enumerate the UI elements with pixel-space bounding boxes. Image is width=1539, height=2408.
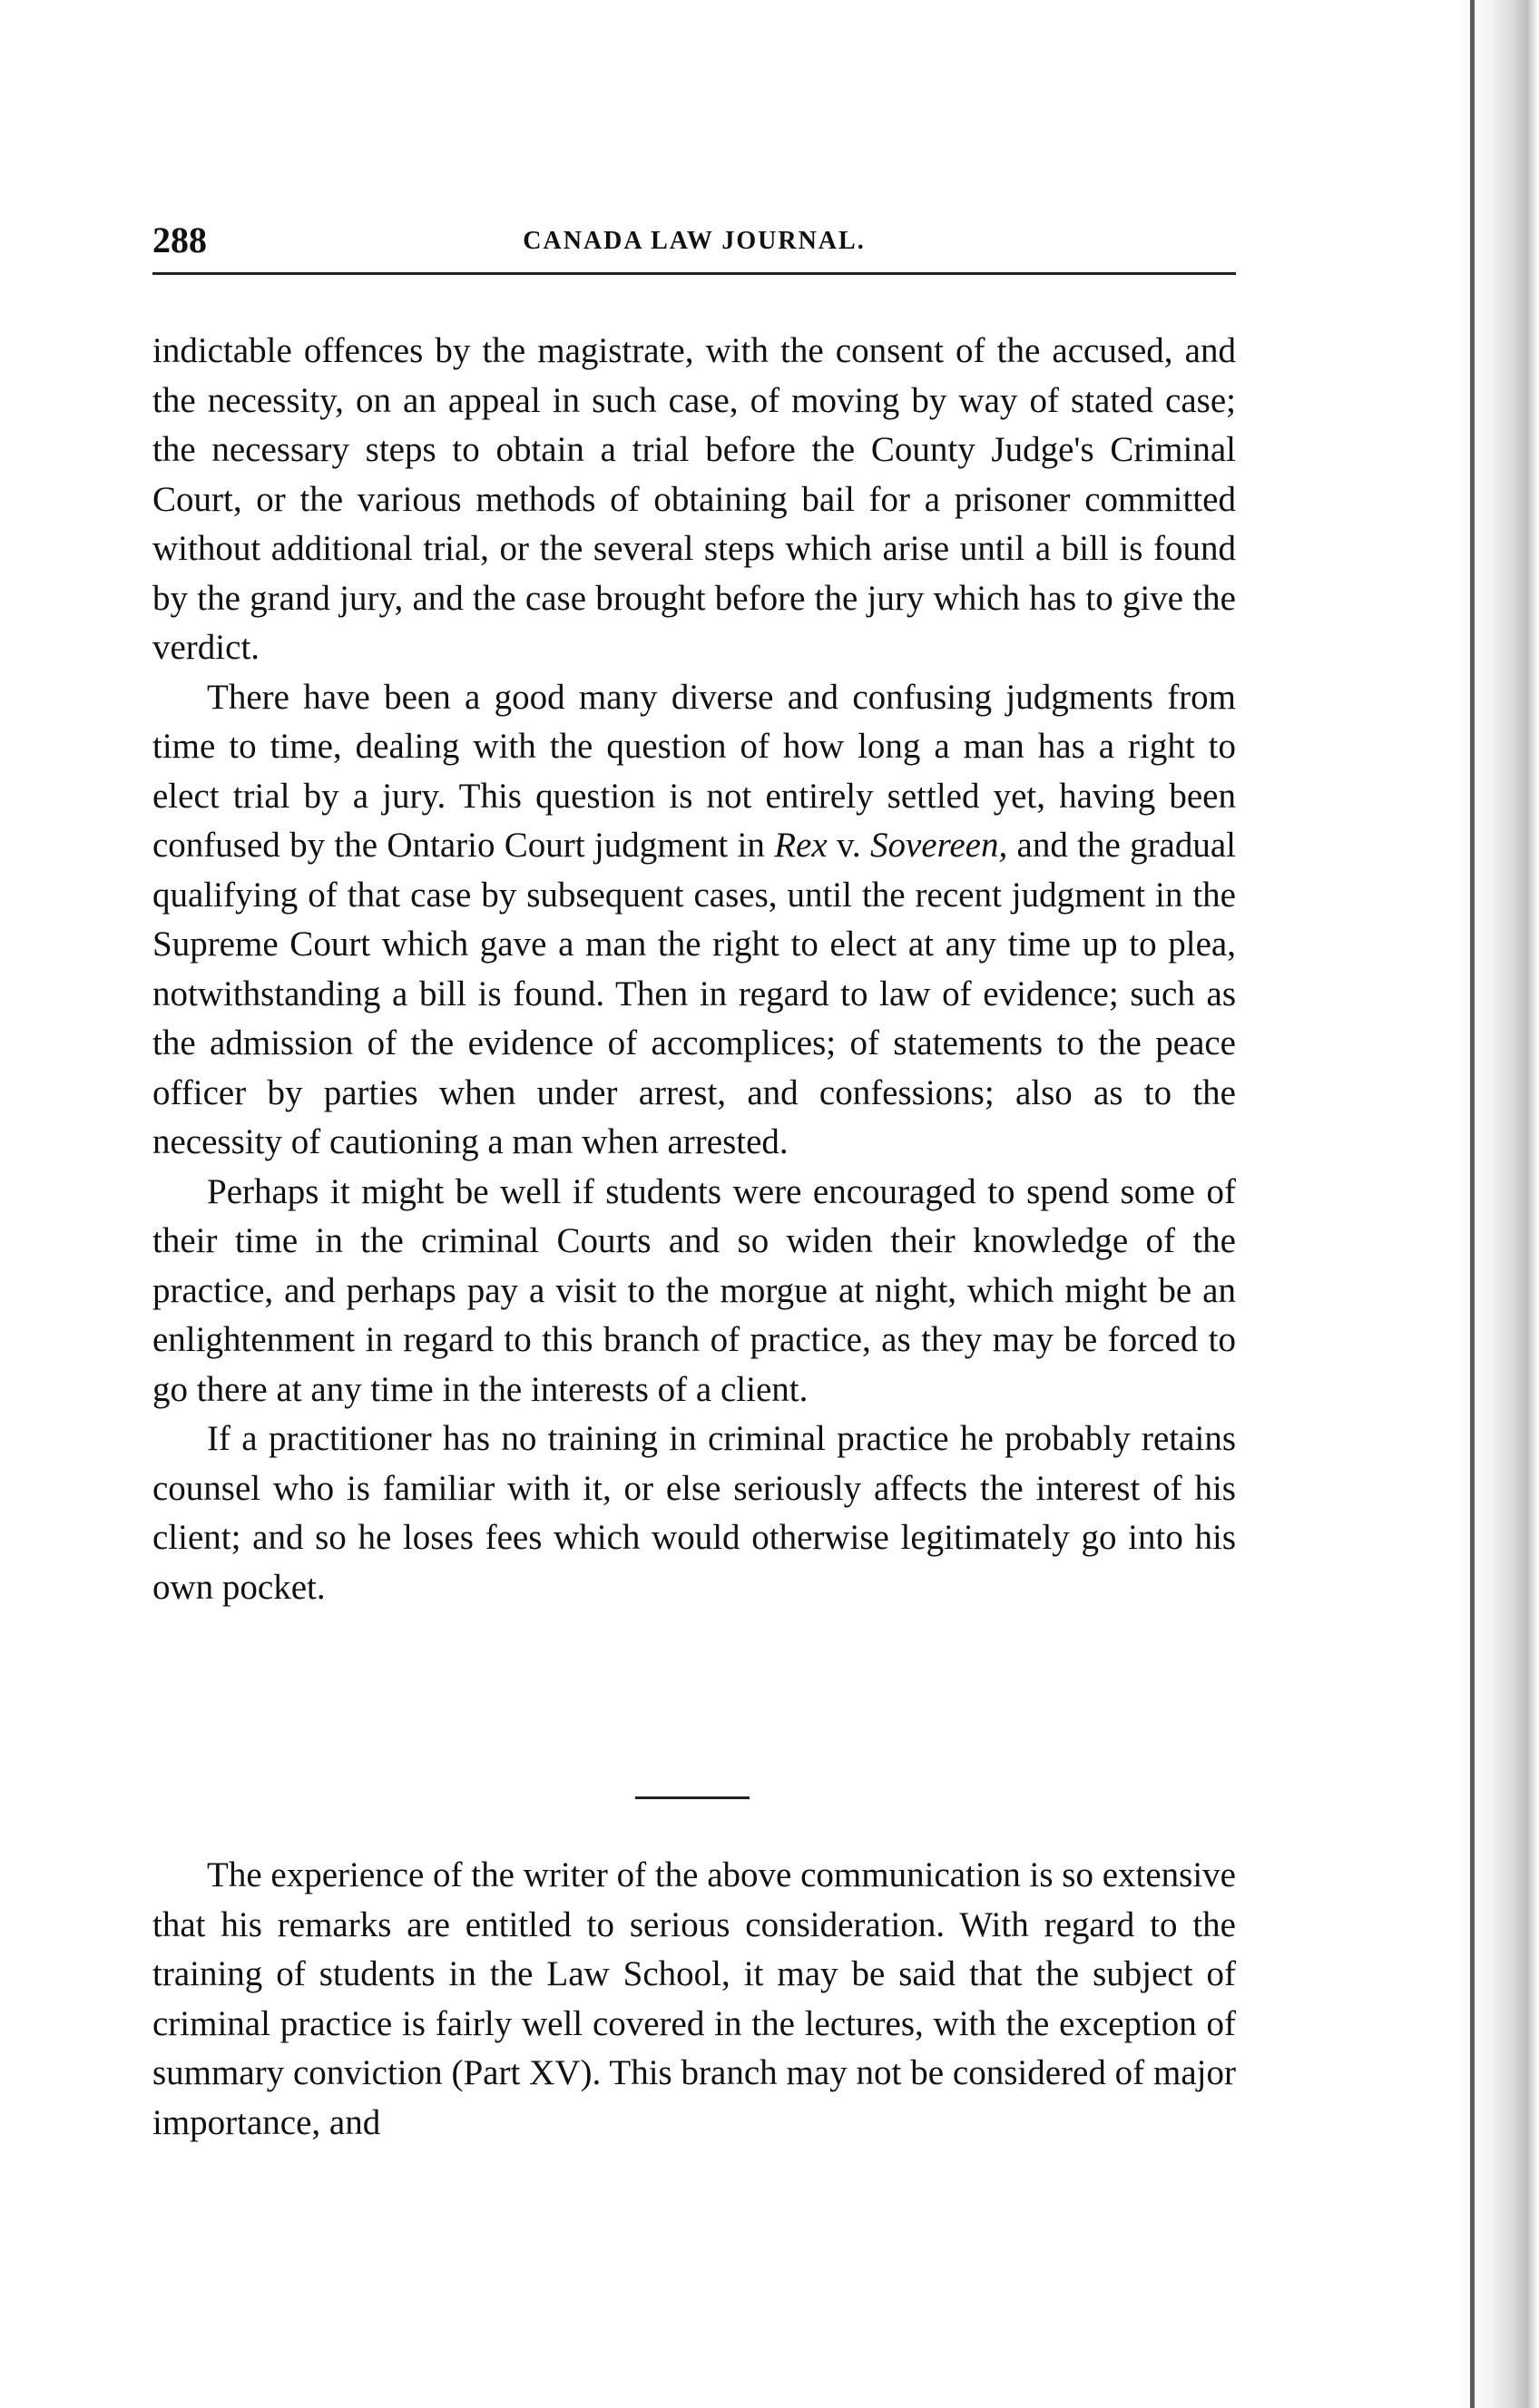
paragraph-judgments-rest: and the gradual qualifying of that case by subsequent cases, until the recent judgment in the Supreme Court which gave a man the right to elect at any time up to plea, notwithstanding a bill is found. Then in regard to law of evidence; such as the admission of the evidence of accomplices; of statements to the peace officer by parties when under arrest, and confessions; also as to the necessity of cautioning a man when arrested. bbox=[152, 826, 1237, 1161]
case-versus: v. bbox=[827, 826, 870, 865]
paragraph-continuation: indictable offences by the magistrate, with the consent of the accused, and the necessity, on an appeal in such case, of moving by way of stated case; the necessary steps to obtain a trial before the County Judge's Criminal Court, or the various methods of obtaining bail for a prisoner committed without additional trial, or the several steps which arise until a bill is found by the grand jury, and the case brought before the jury which has to give the verdict. bbox=[152, 331, 1236, 667]
page-header bbox=[152, 218, 1236, 263]
editor-note-paragraph: The experience of the writer of the above communication is so extensive that his remarks are entitled to serious consideration. With regard to the training of students in the Law School, it may be said that the subject of criminal practice is fairly well covered in the lectures, with the exception of summary conviction (Part XV). This branch may not be considered of major importance, and bbox=[152, 1855, 1236, 2142]
section-divider bbox=[635, 1796, 750, 1799]
paragraph-students: Perhaps it might be well if students were encouraged to spend some of their time in the criminal Courts and so widen their knowledge of the practice, and perhaps pay a visit to the morgue at night, which might be an enlightenment in regard to this branch of practice, as they may be forced to go there at any time in the interests of a client. bbox=[152, 1171, 1236, 1409]
paragraph-practitioner: If a practitioner has no training in criminal practice he probably retains counsel who is familiar with it, or else seriously affects the interest of his client; and so he loses fees which would otherwise legitimately go into his own pocket. bbox=[152, 1419, 1236, 1607]
article-body bbox=[152, 327, 1236, 1612]
case-name-rex: Rex bbox=[774, 826, 828, 865]
paragraph-judgments-lead: There have been a good many diverse and confusing judgments from time to time, dealing with the question of how long a man has a right to elect trial by a jury. This question is not entirely settled yet, having been confused by the Ontario Court judgment in bbox=[152, 677, 1236, 865]
binding-edge-line bbox=[1470, 0, 1475, 2408]
paragraph-judgments bbox=[152, 673, 1236, 1168]
header-rule bbox=[152, 272, 1236, 275]
case-name-sovereen: Sovereen, bbox=[869, 826, 1008, 865]
page-number: 288 bbox=[152, 220, 207, 260]
running-head: CANADA LAW JOURNAL. bbox=[523, 227, 866, 255]
editor-note bbox=[152, 1851, 1236, 2148]
